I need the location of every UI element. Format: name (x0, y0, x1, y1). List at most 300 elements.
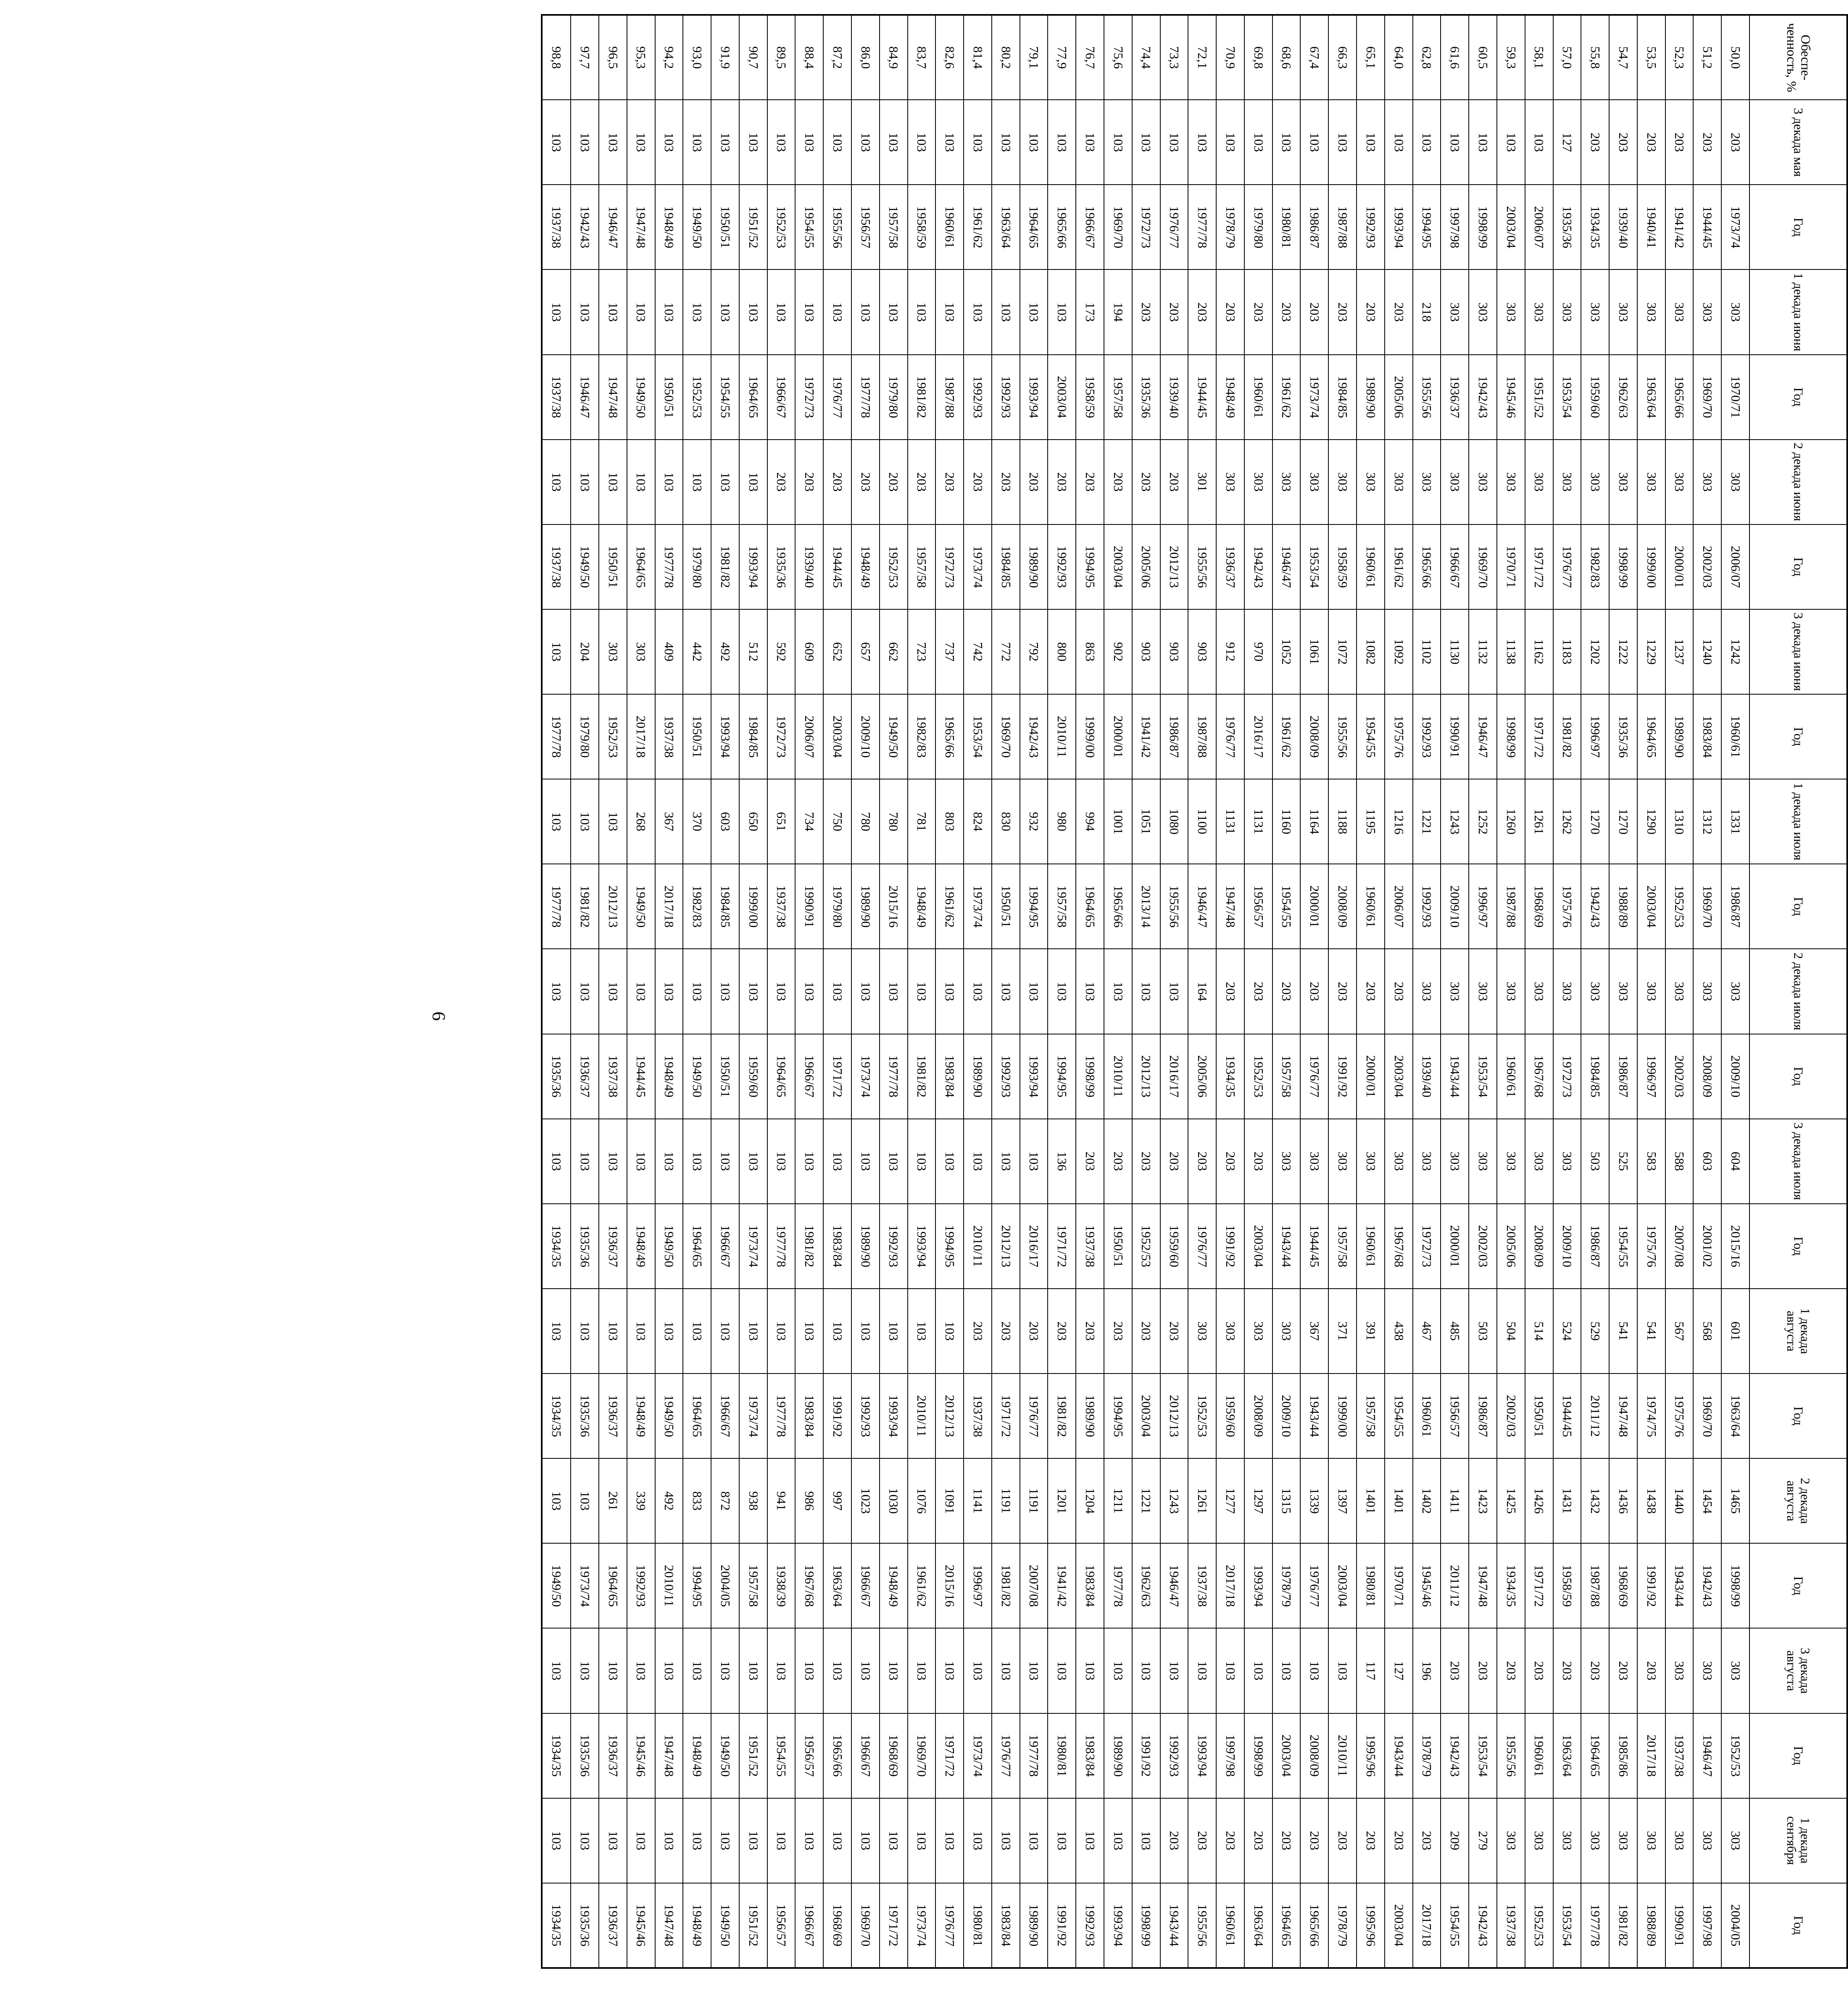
value-cell: 103 (655, 1289, 683, 1374)
year-cell: 2003/04 (1328, 1543, 1357, 1628)
year-cell: 1965/66 (823, 1713, 851, 1798)
year-cell: 1954/55 (795, 185, 823, 269)
year-cell: 1981/82 (711, 524, 739, 609)
year-cell: 2003/04 (1385, 1883, 1413, 1968)
year-cell: 1942/43 (1020, 694, 1048, 779)
year-cell: 1969/70 (1693, 864, 1721, 949)
header-year: Год (1749, 1374, 1847, 1458)
year-cell: 1942/43 (1469, 355, 1497, 440)
year-cell: 1972/73 (795, 355, 823, 440)
provision-cell: 95,3 (627, 15, 655, 100)
value-cell: 303 (1497, 1798, 1525, 1883)
year-cell: 1935/36 (1609, 694, 1637, 779)
header-decade: 1 декада августа (1749, 1289, 1847, 1374)
year-cell: 1986/87 (1469, 1374, 1497, 1458)
year-cell: 2009/10 (1553, 1204, 1581, 1289)
value-cell: 103 (795, 100, 823, 185)
value-cell: 651 (767, 779, 796, 864)
value-cell: 303 (1721, 949, 1749, 1034)
provision-cell: 59,3 (1497, 15, 1525, 100)
year-cell: 1973/74 (964, 1713, 992, 1798)
year-cell: 1993/94 (1020, 1034, 1048, 1119)
value-cell: 1270 (1581, 779, 1609, 864)
value-cell: 303 (1553, 269, 1581, 354)
value-cell: 203 (1188, 269, 1216, 354)
value-cell: 203 (823, 440, 851, 524)
year-cell: 1949/50 (711, 1883, 739, 1968)
value-cell: 103 (795, 1628, 823, 1713)
value-cell: 103 (571, 949, 599, 1034)
year-cell: 1994/95 (683, 1543, 711, 1628)
year-cell: 1984/85 (711, 864, 739, 949)
value-cell: 1001 (1104, 779, 1132, 864)
table-row (964, 15, 992, 1968)
value-cell: 203 (1216, 269, 1244, 354)
year-cell: 1989/90 (851, 1204, 880, 1289)
value-cell: 512 (739, 609, 767, 694)
year-cell: 1943/44 (1385, 1713, 1413, 1798)
provision-cell: 68,6 (1272, 15, 1301, 100)
value-cell: 103 (992, 1119, 1020, 1204)
value-cell: 371 (1328, 1289, 1357, 1374)
header-decade: 1 декада сентября (1749, 1798, 1847, 1883)
year-cell: 1973/74 (1301, 355, 1329, 440)
value-cell: 103 (542, 779, 571, 864)
year-cell: 2008/09 (1525, 1204, 1553, 1289)
year-cell: 2015/16 (1721, 1204, 1749, 1289)
provision-cell: 83,7 (908, 15, 936, 100)
year-cell: 1979/80 (683, 524, 711, 609)
value-cell: 103 (739, 949, 767, 1034)
value-cell: 303 (1413, 1119, 1441, 1204)
year-cell: 1947/48 (599, 355, 627, 440)
value-cell: 103 (1048, 100, 1076, 185)
value-cell: 103 (908, 100, 936, 185)
value-cell: 103 (1132, 100, 1160, 185)
value-cell: 1221 (1132, 1458, 1160, 1543)
table-row (1441, 15, 1469, 1968)
value-cell: 203 (1272, 1798, 1301, 1883)
year-cell: 1981/82 (908, 355, 936, 440)
value-cell: 303 (1581, 269, 1609, 354)
value-cell: 303 (1413, 440, 1441, 524)
year-cell: 1950/51 (992, 864, 1020, 949)
value-cell: 903 (1188, 609, 1216, 694)
value-cell: 203 (964, 1289, 992, 1374)
year-cell: 1999/00 (739, 864, 767, 949)
value-cell: 203 (992, 440, 1020, 524)
year-cell: 1984/85 (992, 524, 1020, 609)
value-cell: 103 (1301, 1628, 1329, 1713)
year-cell: 2003/04 (1385, 1034, 1413, 1119)
value-cell: 103 (1076, 949, 1104, 1034)
value-cell: 103 (851, 1798, 880, 1883)
year-cell: 1964/65 (1637, 694, 1665, 779)
table-row (992, 15, 1020, 1968)
value-cell: 103 (1132, 1798, 1160, 1883)
value-cell: 1130 (1441, 609, 1469, 694)
provision-cell: 70,9 (1216, 15, 1244, 100)
header-decade: 2 декада августа (1749, 1458, 1847, 1543)
value-cell: 103 (599, 1119, 627, 1204)
year-cell: 1964/65 (1076, 864, 1104, 949)
value-cell: 492 (655, 1458, 683, 1543)
value-cell: 662 (880, 609, 908, 694)
value-cell: 800 (1048, 609, 1076, 694)
value-cell: 103 (1020, 269, 1048, 354)
value-cell: 1432 (1581, 1458, 1609, 1543)
value-cell: 303 (1497, 269, 1525, 354)
value-cell: 863 (1076, 609, 1104, 694)
value-cell: 303 (1553, 1119, 1581, 1204)
value-cell: 203 (1020, 440, 1048, 524)
year-cell: 1961/62 (935, 864, 964, 949)
year-cell: 1989/90 (964, 1034, 992, 1119)
value-cell: 103 (1132, 1628, 1160, 1713)
value-cell: 1162 (1525, 609, 1553, 694)
value-cell: 303 (1272, 440, 1301, 524)
value-cell: 503 (1469, 1289, 1497, 1374)
year-cell: 1946/47 (1693, 1713, 1721, 1798)
value-cell: 997 (823, 1458, 851, 1543)
year-cell: 1941/42 (1048, 1543, 1076, 1628)
value-cell: 103 (1385, 100, 1413, 185)
value-cell: 103 (711, 100, 739, 185)
value-cell: 203 (795, 440, 823, 524)
year-cell: 1983/84 (823, 1204, 851, 1289)
value-cell: 1242 (1721, 609, 1749, 694)
year-cell: 1968/69 (823, 1883, 851, 1968)
year-cell: 1955/56 (1497, 1713, 1525, 1798)
year-cell: 1975/76 (1385, 694, 1413, 779)
year-cell: 1956/57 (767, 1883, 796, 1968)
value-cell: 103 (683, 1289, 711, 1374)
value-cell: 103 (1104, 949, 1132, 1034)
value-cell: 1438 (1637, 1458, 1665, 1543)
value-cell: 303 (1244, 440, 1272, 524)
table-row (542, 15, 571, 1968)
year-cell: 1967/68 (1385, 1204, 1413, 1289)
year-cell: 1937/38 (542, 355, 571, 440)
year-cell: 1949/50 (571, 524, 599, 609)
value-cell: 303 (1693, 1628, 1721, 1713)
table-row (1244, 15, 1272, 1968)
value-cell: 1290 (1637, 779, 1665, 864)
year-cell: 1955/56 (823, 185, 851, 269)
value-cell: 103 (739, 1289, 767, 1374)
year-cell: 1971/72 (992, 1374, 1020, 1458)
value-cell: 103 (1104, 100, 1132, 185)
value-cell: 103 (851, 1119, 880, 1204)
year-cell: 1937/38 (1188, 1543, 1216, 1628)
year-cell: 1947/48 (1469, 1543, 1497, 1628)
year-cell: 1987/88 (935, 355, 964, 440)
year-cell: 1983/84 (795, 1374, 823, 1458)
value-cell: 203 (1160, 269, 1188, 354)
value-cell: 604 (1721, 1119, 1749, 1204)
provision-cell: 75,6 (1104, 15, 1132, 100)
table-row (1553, 15, 1581, 1968)
year-cell: 1965/66 (1665, 355, 1694, 440)
value-cell: 303 (1497, 440, 1525, 524)
year-cell: 1969/70 (908, 1713, 936, 1798)
value-cell: 303 (1721, 440, 1749, 524)
value-cell: 103 (964, 1119, 992, 1204)
year-cell: 1998/99 (1132, 1883, 1160, 1968)
value-cell: 203 (1104, 1289, 1132, 1374)
table-row (767, 15, 796, 1968)
value-cell: 303 (1721, 1628, 1749, 1713)
year-cell: 2007/08 (1665, 1204, 1694, 1289)
header-decade: 2 декада июля (1749, 949, 1847, 1034)
value-cell: 339 (627, 1458, 655, 1543)
year-cell: 1990/91 (1665, 1883, 1694, 1968)
value-cell: 367 (1301, 1289, 1329, 1374)
value-cell: 103 (1076, 1798, 1104, 1883)
value-cell: 173 (1076, 269, 1104, 354)
year-cell: 1954/55 (711, 355, 739, 440)
value-cell: 103 (571, 1119, 599, 1204)
year-cell: 1994/95 (1076, 524, 1104, 609)
year-cell: 1953/54 (964, 694, 992, 779)
value-cell: 103 (627, 949, 655, 1034)
value-cell: 567 (1665, 1289, 1694, 1374)
value-cell: 103 (739, 100, 767, 185)
table-row (1525, 15, 1553, 1968)
year-cell: 1984/85 (739, 694, 767, 779)
year-cell: 1950/51 (683, 694, 711, 779)
year-cell: 1977/78 (655, 524, 683, 609)
table-row (880, 15, 908, 1968)
year-cell: 1939/40 (795, 524, 823, 609)
year-cell: 1972/73 (1132, 185, 1160, 269)
year-cell: 1992/93 (992, 1034, 1020, 1119)
value-cell: 303 (1637, 440, 1665, 524)
year-cell: 1960/61 (1216, 1883, 1244, 1968)
year-cell: 1996/97 (1637, 1034, 1665, 1119)
value-cell: 1195 (1357, 779, 1385, 864)
provision-cell: 64,0 (1385, 15, 1413, 100)
value-cell: 203 (1188, 1119, 1216, 1204)
value-cell: 203 (1357, 269, 1385, 354)
value-cell: 1426 (1525, 1458, 1553, 1543)
value-cell: 303 (1581, 949, 1609, 1034)
provision-cell: 53,5 (1637, 15, 1665, 100)
value-cell: 103 (683, 269, 711, 354)
table-row (1188, 15, 1216, 1968)
table-row (795, 15, 823, 1968)
year-cell: 1980/81 (1357, 1543, 1385, 1628)
year-cell: 1949/50 (627, 355, 655, 440)
year-cell: 1976/77 (992, 1713, 1020, 1798)
value-cell: 103 (542, 1289, 571, 1374)
provision-cell: 76,7 (1076, 15, 1104, 100)
year-cell: 1964/65 (627, 524, 655, 609)
year-cell: 1952/53 (1132, 1204, 1160, 1289)
year-cell: 1948/49 (683, 1883, 711, 1968)
year-cell: 1950/51 (711, 1034, 739, 1119)
year-cell: 1972/73 (767, 694, 796, 779)
value-cell: 1188 (1328, 779, 1357, 864)
value-cell: 1222 (1609, 609, 1637, 694)
year-cell: 1993/94 (1244, 1543, 1272, 1628)
year-cell: 2012/13 (1132, 1034, 1160, 1119)
value-cell: 103 (823, 269, 851, 354)
year-cell: 1948/49 (655, 1034, 683, 1119)
provision-cell: 52,3 (1665, 15, 1694, 100)
year-cell: 1946/47 (1160, 1543, 1188, 1628)
value-cell: 1164 (1301, 779, 1329, 864)
value-cell: 103 (627, 1798, 655, 1883)
value-cell: 303 (1525, 269, 1553, 354)
year-cell: 1971/72 (1525, 1543, 1553, 1628)
year-cell: 1960/61 (1413, 1374, 1441, 1458)
year-cell: 1942/43 (1581, 864, 1609, 949)
value-cell: 103 (739, 269, 767, 354)
year-cell: 1953/54 (1553, 1883, 1581, 1968)
year-cell: 1950/51 (711, 185, 739, 269)
value-cell: 1262 (1553, 779, 1581, 864)
value-cell: 261 (599, 1458, 627, 1543)
year-cell: 1946/47 (599, 185, 627, 269)
year-cell: 1992/93 (1076, 1883, 1104, 1968)
value-cell: 103 (992, 949, 1020, 1034)
value-cell: 103 (964, 1628, 992, 1713)
value-cell: 103 (739, 1798, 767, 1883)
year-cell: 1989/90 (1020, 1883, 1048, 1968)
value-cell: 103 (542, 1119, 571, 1204)
year-cell: 1949/50 (711, 1713, 739, 1798)
year-cell: 1984/85 (1581, 1034, 1609, 1119)
value-cell: 1312 (1693, 779, 1721, 864)
value-cell: 303 (1609, 440, 1637, 524)
year-cell: 1953/54 (1301, 524, 1329, 609)
value-cell: 303 (1469, 269, 1497, 354)
year-cell: 1952/53 (599, 694, 627, 779)
provision-cell: 58,1 (1525, 15, 1553, 100)
value-cell: 103 (542, 1458, 571, 1543)
value-cell: 103 (908, 1289, 936, 1374)
year-cell: 1936/37 (1441, 355, 1469, 440)
table-row (1020, 15, 1048, 1968)
year-cell: 2013/14 (1132, 864, 1160, 949)
provision-cell: 89,5 (767, 15, 796, 100)
year-cell: 1942/43 (1693, 1543, 1721, 1628)
value-cell: 203 (1160, 440, 1188, 524)
value-cell: 1240 (1693, 609, 1721, 694)
value-cell: 103 (908, 1798, 936, 1883)
value-cell: 103 (1104, 1798, 1132, 1883)
year-cell: 1944/45 (823, 524, 851, 609)
year-cell: 1969/70 (992, 694, 1020, 779)
value-cell: 303 (1385, 440, 1413, 524)
value-cell: 932 (1020, 779, 1048, 864)
year-cell: 1981/82 (795, 1204, 823, 1289)
table-row (599, 15, 627, 1968)
value-cell: 103 (1020, 1119, 1048, 1204)
value-cell: 103 (1076, 100, 1104, 185)
value-cell: 303 (1385, 1119, 1413, 1204)
year-cell: 2004/05 (1721, 1883, 1749, 1968)
provision-cell: 94,2 (655, 15, 683, 100)
value-cell: 1315 (1272, 1458, 1301, 1543)
value-cell: 203 (992, 1289, 1020, 1374)
year-cell: 2011/12 (1441, 1543, 1469, 1628)
year-cell: 1972/73 (1413, 1204, 1441, 1289)
provision-cell: 60,5 (1469, 15, 1497, 100)
value-cell: 303 (1665, 269, 1694, 354)
provision-cell: 93,0 (683, 15, 711, 100)
value-cell: 103 (627, 1628, 655, 1713)
value-cell: 103 (627, 269, 655, 354)
value-cell: 103 (1020, 949, 1048, 1034)
year-cell: 1934/35 (542, 1883, 571, 1968)
year-cell: 1975/76 (1553, 864, 1581, 949)
value-cell: 303 (1357, 1119, 1385, 1204)
value-cell: 734 (795, 779, 823, 864)
year-cell: 1957/58 (908, 524, 936, 609)
year-cell: 1935/36 (1132, 355, 1160, 440)
value-cell: 303 (1441, 440, 1469, 524)
value-cell: 103 (683, 440, 711, 524)
value-cell: 203 (1104, 440, 1132, 524)
year-cell: 1946/47 (1272, 524, 1301, 609)
value-cell: 303 (1328, 1119, 1357, 1204)
value-cell: 1339 (1301, 1458, 1329, 1543)
year-cell: 1939/40 (1609, 185, 1637, 269)
year-cell: 1989/90 (851, 864, 880, 949)
value-cell: 103 (992, 269, 1020, 354)
provision-cell: 87,2 (823, 15, 851, 100)
value-cell: 203 (1048, 440, 1076, 524)
value-cell: 203 (1216, 949, 1244, 1034)
value-cell: 103 (571, 1628, 599, 1713)
value-cell: 203 (1048, 1289, 1076, 1374)
year-cell: 1941/42 (1665, 185, 1694, 269)
year-cell: 1976/77 (823, 355, 851, 440)
year-cell: 2010/11 (1048, 694, 1076, 779)
year-cell: 1948/49 (655, 185, 683, 269)
value-cell: 203 (1441, 1628, 1469, 1713)
year-cell: 1966/67 (851, 1543, 880, 1628)
year-cell: 2009/10 (1272, 1374, 1301, 1458)
value-cell: 103 (992, 1798, 1020, 1883)
year-cell: 2000/01 (1665, 524, 1694, 609)
year-cell: 1952/53 (1188, 1374, 1216, 1458)
year-cell: 1948/49 (627, 1374, 655, 1458)
year-cell: 1991/92 (823, 1374, 851, 1458)
year-cell: 1944/45 (1693, 185, 1721, 269)
header-year: Год (1749, 1713, 1847, 1798)
year-cell: 1995/96 (1357, 1883, 1385, 1968)
header-year: Год (1749, 1883, 1847, 1968)
header-year: Год (1749, 1034, 1847, 1119)
year-cell: 1970/71 (1497, 524, 1525, 609)
value-cell: 194 (1104, 269, 1132, 354)
year-cell: 1976/77 (1020, 1374, 1048, 1458)
value-cell: 1091 (935, 1458, 964, 1543)
value-cell: 103 (655, 949, 683, 1034)
provision-cell: 50,0 (1721, 15, 1749, 100)
year-cell: 1977/78 (880, 1034, 908, 1119)
value-cell: 772 (992, 609, 1020, 694)
value-cell: 203 (1104, 1119, 1132, 1204)
year-cell: 1952/53 (1721, 1713, 1749, 1798)
value-cell: 1297 (1244, 1458, 1272, 1543)
year-cell: 1977/78 (542, 864, 571, 949)
value-cell: 203 (1385, 1798, 1413, 1883)
value-cell: 303 (627, 609, 655, 694)
